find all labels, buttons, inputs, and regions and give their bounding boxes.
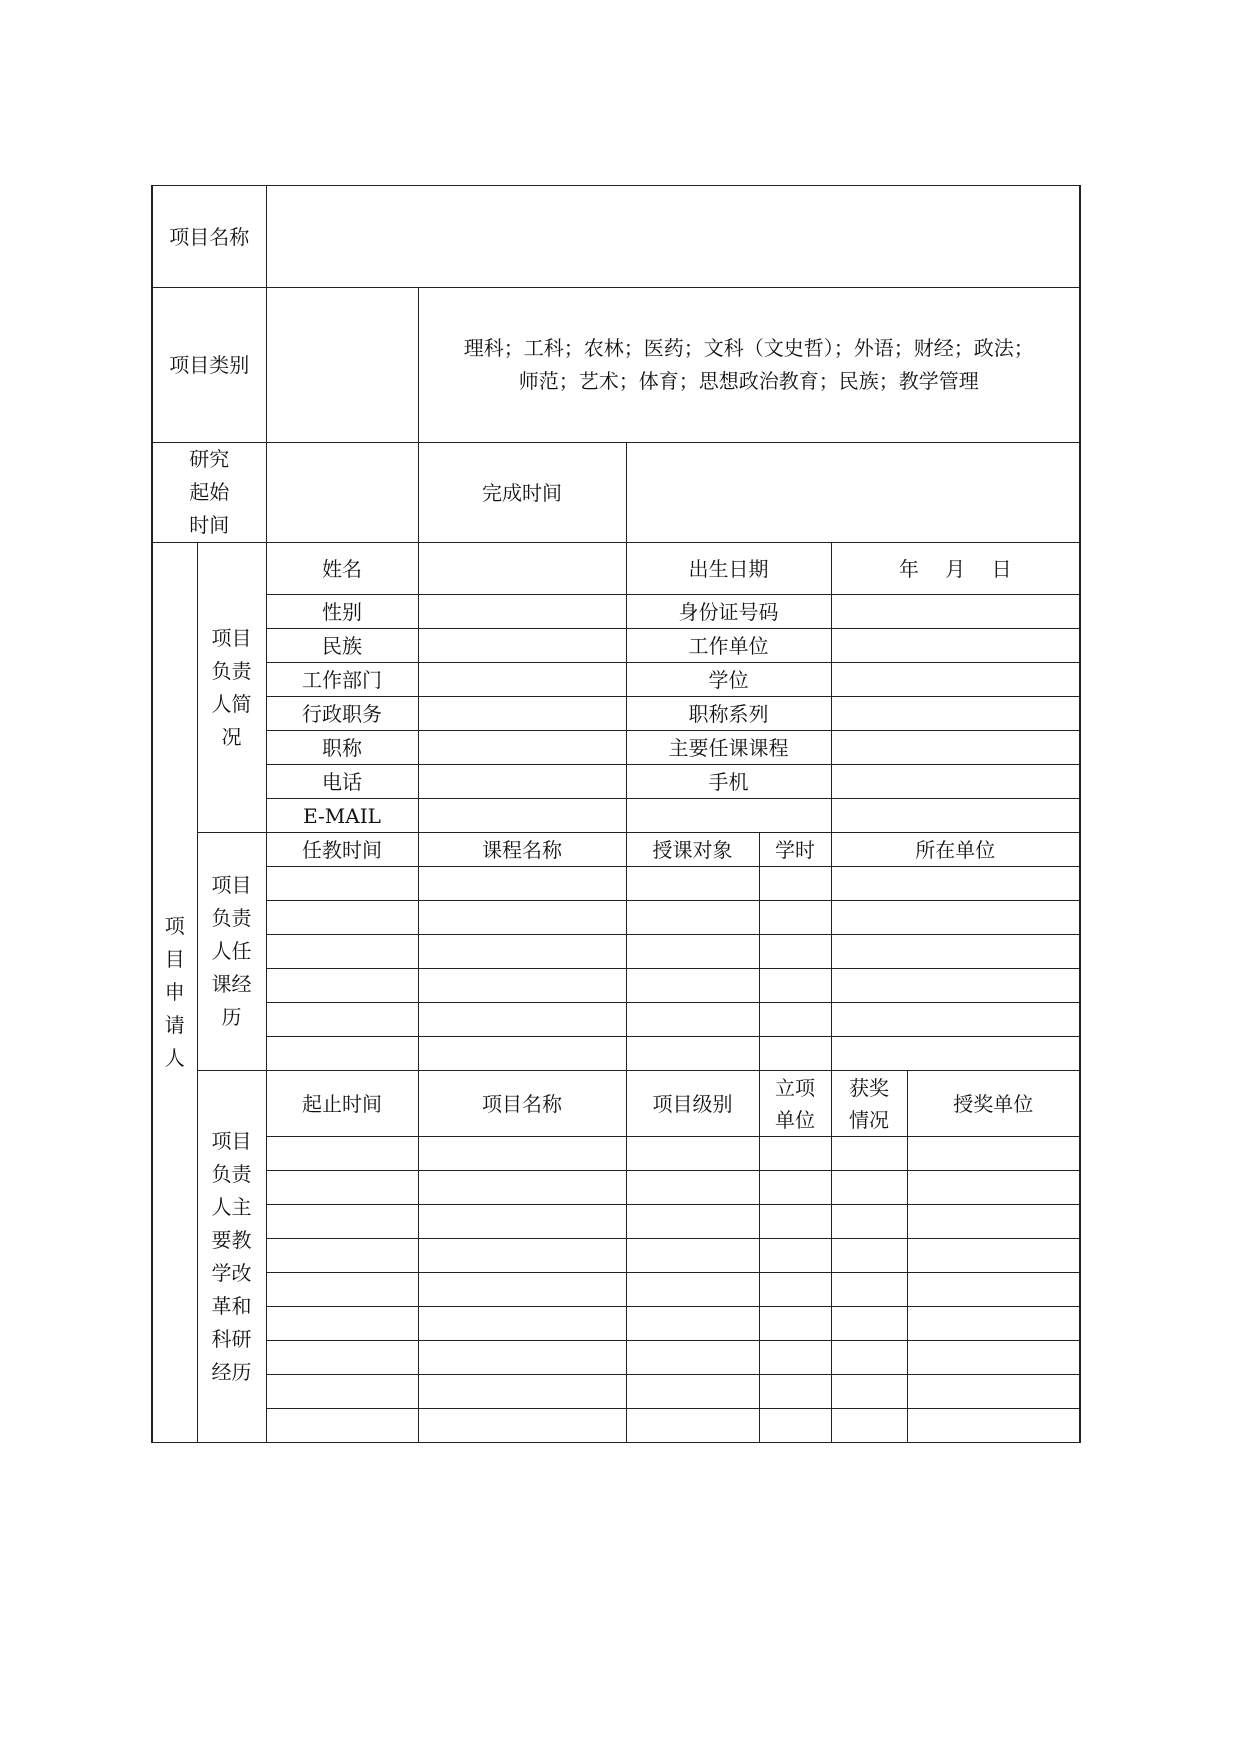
research-row — [152, 1239, 1080, 1273]
teaching-cell[interactable] — [759, 1037, 831, 1071]
research-history-label: 项目负责人主要教学改革和科研经历 — [197, 1071, 266, 1443]
teaching-cell[interactable] — [418, 969, 626, 1003]
teaching-cell[interactable] — [266, 901, 418, 935]
research-cell[interactable] — [626, 1137, 759, 1171]
research-cell[interactable] — [759, 1409, 831, 1443]
research-row — [152, 1137, 1080, 1171]
admin-post-label: 行政职务 — [266, 697, 418, 731]
start-time-field[interactable] — [266, 443, 418, 543]
title-field[interactable] — [418, 731, 626, 765]
research-cell[interactable] — [907, 1205, 1080, 1239]
teaching-cell[interactable] — [831, 969, 1080, 1003]
research-cell[interactable] — [418, 1137, 626, 1171]
leader-profile-label: 项目负责人简况 — [197, 543, 266, 833]
birth-field[interactable]: 年 月 日 — [831, 543, 1080, 595]
teaching-row — [152, 969, 1080, 1003]
research-cell[interactable] — [831, 1409, 907, 1443]
research-cell[interactable] — [266, 1409, 418, 1443]
research-cell[interactable] — [418, 1171, 626, 1205]
research-cell[interactable] — [266, 1171, 418, 1205]
applicant-label: 项目申请人 — [152, 543, 197, 1443]
research-header-level: 项目级别 — [626, 1071, 759, 1137]
research-cell[interactable] — [907, 1307, 1080, 1341]
research-header-award-unit: 授奖单位 — [907, 1071, 1080, 1137]
research-header-period: 起止时间 — [266, 1071, 418, 1137]
id-number-field[interactable] — [831, 595, 1080, 629]
title-series-field[interactable] — [831, 697, 1080, 731]
research-cell[interactable] — [266, 1239, 418, 1273]
teaching-cell[interactable] — [831, 901, 1080, 935]
research-row — [152, 1171, 1080, 1205]
department-field[interactable] — [418, 663, 626, 697]
teaching-cell[interactable] — [759, 867, 831, 901]
research-cell[interactable] — [831, 1171, 907, 1205]
finish-time-field[interactable] — [626, 443, 1080, 543]
application-form — [151, 185, 1079, 1443]
research-cell[interactable] — [418, 1307, 626, 1341]
start-time-label: 研究起始时间 — [152, 443, 266, 543]
research-cell[interactable] — [266, 1137, 418, 1171]
research-cell[interactable] — [626, 1171, 759, 1205]
teaching-cell[interactable] — [418, 935, 626, 969]
research-cell[interactable] — [626, 1205, 759, 1239]
research-cell[interactable] — [266, 1273, 418, 1307]
project-name-field[interactable] — [266, 186, 1080, 288]
research-cell[interactable] — [831, 1273, 907, 1307]
category-label: 项目类别 — [152, 288, 266, 443]
research-cell[interactable] — [759, 1205, 831, 1239]
research-cell[interactable] — [418, 1239, 626, 1273]
research-cell[interactable] — [907, 1375, 1080, 1409]
research-row — [152, 1375, 1080, 1409]
research-cell[interactable] — [907, 1239, 1080, 1273]
research-cell[interactable] — [626, 1409, 759, 1443]
mobile-label: 手机 — [626, 765, 831, 799]
category-field[interactable] — [266, 288, 418, 443]
research-cell[interactable] — [759, 1273, 831, 1307]
email-extra-field-2[interactable] — [831, 799, 1080, 833]
teaching-cell[interactable] — [418, 1003, 626, 1037]
teaching-cell[interactable] — [418, 867, 626, 901]
name-label: 姓名 — [266, 543, 418, 595]
research-cell[interactable] — [626, 1341, 759, 1375]
research-cell[interactable] — [831, 1239, 907, 1273]
research-cell[interactable] — [831, 1375, 907, 1409]
project-name-label: 项目名称 — [152, 186, 266, 288]
teaching-cell[interactable] — [266, 969, 418, 1003]
teaching-cell[interactable] — [626, 1003, 759, 1037]
teaching-cell[interactable] — [831, 1037, 1080, 1071]
birth-label: 出生日期 — [626, 543, 831, 595]
category-options — [418, 288, 1080, 443]
teaching-cell[interactable] — [626, 867, 759, 901]
research-cell[interactable] — [626, 1273, 759, 1307]
research-cell[interactable] — [418, 1273, 626, 1307]
phone-field[interactable] — [418, 765, 626, 799]
teaching-cell[interactable] — [759, 935, 831, 969]
teaching-header-course: 课程名称 — [418, 833, 626, 867]
degree-field[interactable] — [831, 663, 1080, 697]
teaching-cell[interactable] — [759, 1003, 831, 1037]
email-field[interactable] — [418, 799, 626, 833]
research-cell[interactable] — [831, 1137, 907, 1171]
research-cell[interactable] — [759, 1375, 831, 1409]
name-field[interactable] — [418, 543, 626, 595]
phone-label: 电话 — [266, 765, 418, 799]
teaching-cell[interactable] — [831, 867, 1080, 901]
teaching-header-audience: 授课对象 — [626, 833, 759, 867]
research-cell[interactable] — [266, 1307, 418, 1341]
teaching-header-hours: 学时 — [759, 833, 831, 867]
courses-label: 主要任课课程 — [626, 731, 831, 765]
title-label: 职称 — [266, 731, 418, 765]
research-cell[interactable] — [907, 1409, 1080, 1443]
teaching-cell[interactable] — [759, 969, 831, 1003]
research-cell[interactable] — [626, 1307, 759, 1341]
research-cell[interactable] — [759, 1137, 831, 1171]
teaching-header-unit: 所在单位 — [831, 833, 1080, 867]
teaching-cell[interactable] — [418, 1037, 626, 1071]
ethnicity-label: 民族 — [266, 629, 418, 663]
gender-label: 性别 — [266, 595, 418, 629]
category-options-line-2: 师范；艺术；体育；思想政治教育；民族；教学管理 — [518, 369, 979, 393]
research-row — [152, 1273, 1080, 1307]
teaching-cell[interactable] — [626, 901, 759, 935]
teaching-header-time: 任教时间 — [266, 833, 418, 867]
research-cell[interactable] — [266, 1375, 418, 1409]
employer-label: 工作单位 — [626, 629, 831, 663]
teaching-row — [152, 1003, 1080, 1037]
research-cell[interactable] — [626, 1239, 759, 1273]
research-cell[interactable] — [831, 1341, 907, 1375]
mobile-field[interactable] — [831, 765, 1080, 799]
employer-field[interactable] — [831, 629, 1080, 663]
teaching-row — [152, 935, 1080, 969]
research-cell[interactable] — [418, 1375, 626, 1409]
research-row — [152, 1409, 1080, 1443]
teaching-history-label: 项目负责人任课经历 — [197, 833, 266, 1071]
research-cell[interactable] — [266, 1341, 418, 1375]
finish-time-label: 完成时间 — [418, 443, 626, 543]
teaching-row — [152, 901, 1080, 935]
teaching-cell[interactable] — [831, 935, 1080, 969]
email-extra-field[interactable] — [626, 799, 831, 833]
application-form-table — [151, 185, 1081, 1443]
research-cell[interactable] — [759, 1341, 831, 1375]
research-cell[interactable] — [626, 1375, 759, 1409]
teaching-cell[interactable] — [626, 935, 759, 969]
teaching-row — [152, 1037, 1080, 1071]
id-number-label: 身份证号码 — [626, 595, 831, 629]
research-cell[interactable] — [831, 1205, 907, 1239]
research-header-approver: 立项单位 — [759, 1071, 831, 1137]
department-label: 工作部门 — [266, 663, 418, 697]
teaching-cell[interactable] — [626, 969, 759, 1003]
research-cell[interactable] — [907, 1341, 1080, 1375]
teaching-cell[interactable] — [266, 935, 418, 969]
research-cell[interactable] — [418, 1341, 626, 1375]
degree-label: 学位 — [626, 663, 831, 697]
research-header-project: 项目名称 — [418, 1071, 626, 1137]
research-cell[interactable] — [907, 1171, 1080, 1205]
teaching-cell[interactable] — [626, 1037, 759, 1071]
teaching-row — [152, 867, 1080, 901]
teaching-cell[interactable] — [759, 901, 831, 935]
research-cell[interactable] — [831, 1307, 907, 1341]
teaching-cell[interactable] — [266, 1003, 418, 1037]
category-options-line-1: 理科；工科；农林；医药；文科（文史哲）；外语；财经；政法； — [463, 336, 1034, 360]
research-cell[interactable] — [907, 1273, 1080, 1307]
courses-field[interactable] — [831, 731, 1080, 765]
admin-post-field[interactable] — [418, 697, 626, 731]
research-row — [152, 1307, 1080, 1341]
teaching-cell[interactable] — [418, 901, 626, 935]
research-cell[interactable] — [418, 1205, 626, 1239]
research-cell[interactable] — [907, 1137, 1080, 1171]
teaching-cell[interactable] — [831, 1003, 1080, 1037]
research-row — [152, 1205, 1080, 1239]
title-series-label: 职称系列 — [626, 697, 831, 731]
research-cell[interactable] — [418, 1409, 626, 1443]
research-cell[interactable] — [266, 1205, 418, 1239]
research-cell[interactable] — [759, 1239, 831, 1273]
research-row — [152, 1341, 1080, 1375]
ethnicity-field[interactable] — [418, 629, 626, 663]
research-header-award: 获奖情况 — [831, 1071, 907, 1137]
gender-field[interactable] — [418, 595, 626, 629]
research-cell[interactable] — [759, 1171, 831, 1205]
email-label: E-MAIL — [266, 799, 418, 833]
teaching-cell[interactable] — [266, 867, 418, 901]
teaching-cell[interactable] — [266, 1037, 418, 1071]
research-cell[interactable] — [759, 1307, 831, 1341]
